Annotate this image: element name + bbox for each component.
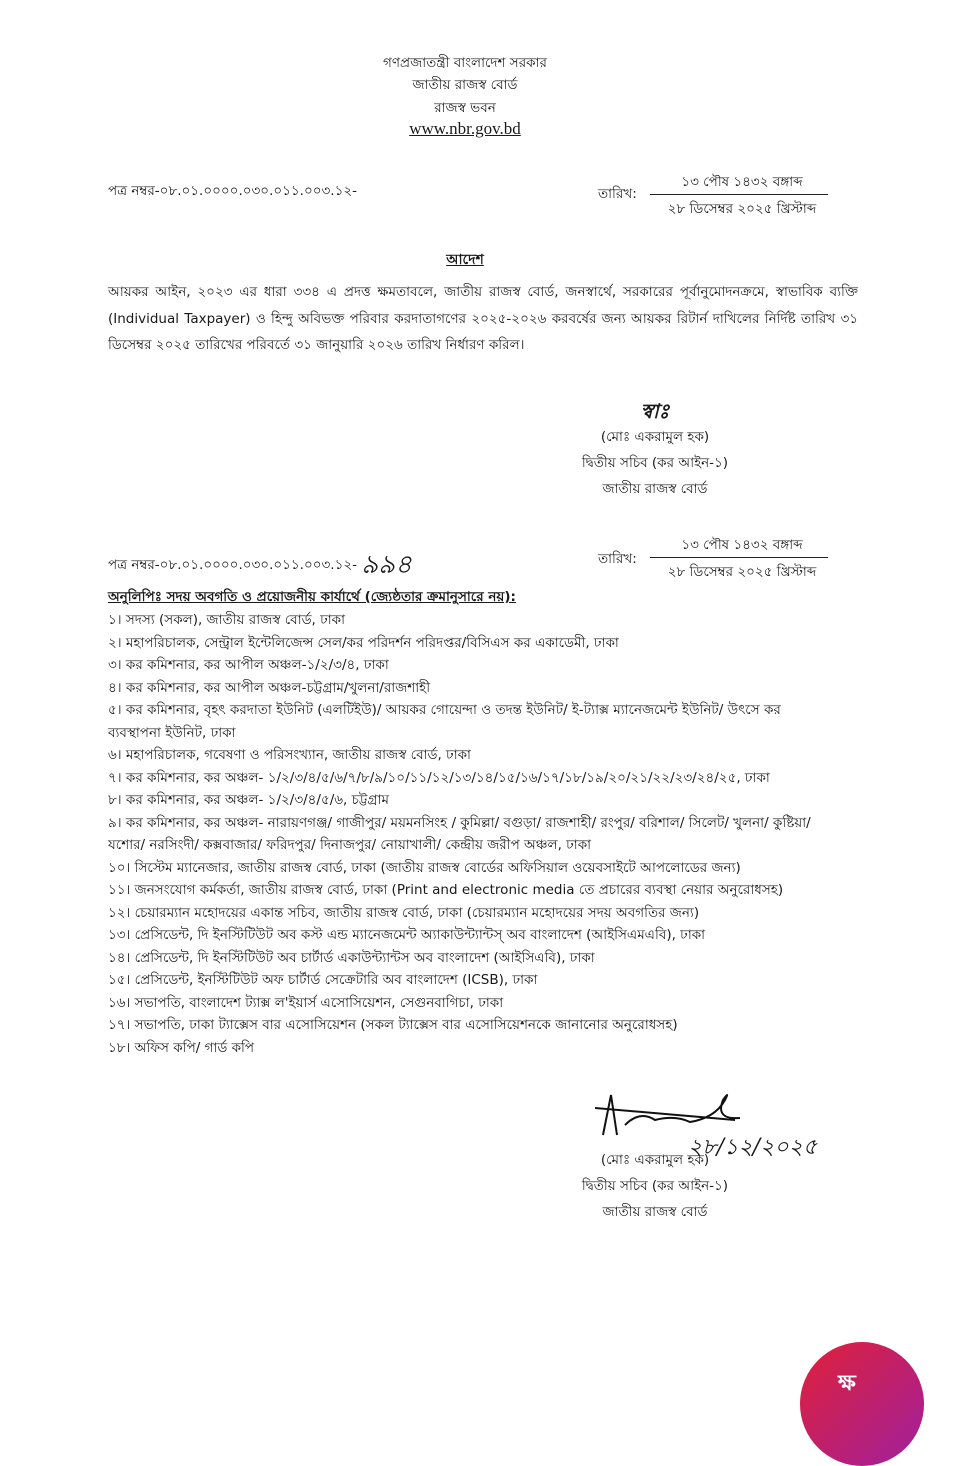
list-item: ৮। কর কমিশনার, কর অঞ্চল- ১/২/৩/৪/৫/৬, চট্টগ্রাম (108, 792, 389, 808)
memo-number: পত্র নম্বর-০৮.০১.০০০০.০৩০.০১১.০০৩.১২- (108, 183, 357, 199)
copies-heading: অনুলিপিঃ সদয় অবগতি ও প্রয়োজনীয় কার্যার্থে (জ্যেষ্ঠতার ক্রমানুসারে নয়): (108, 589, 516, 605)
board-name: জাতীয় রাজস্ব বোর্ড (412, 77, 518, 93)
date-label-2: তারিখ: (598, 551, 637, 567)
list-item: ২। মহাপরিচালক, সেন্ট্রাল ইন্টেলিজেন্স সেল/কর পরিদর্শন পরিদপ্তর/বিসিএস কর একাডেমী, ঢাকা (108, 634, 619, 651)
date-divider-2 (650, 557, 828, 558)
list-item: ৯। কর কমিশনার, কর অঞ্চল- নারায়ণগঞ্জ/ গাজীপুর/ ময়মনসিংহ / কুমিল্লা/ বগুড়া/ রাজশাহী/ রংপুর/ বরিশাল/ সিলেট/ খুলনা/ কুষ্টিয়া/ যশোর/ নরসিংদী/ কক্সবাজার/ ফরিদপুর/ দিনাজপুর/ নোয়াখালী/ কেন্দ্রীয় জরীপ অঞ্চল, ঢাকা (108, 814, 811, 853)
list-item: ১০। সিস্টেম ম্যানেজার, জাতীয় রাজস্ব বোর্ড, ঢাকা (জাতীয় রাজস্ব বোর্ডের অফিসিয়াল ওয়েবসাইটে আপলোডের জন্য) (108, 859, 741, 876)
list-item: ১৮। অফিস কপি/ গার্ড কপি (108, 1039, 255, 1056)
badge-glyph-icon: ক্ষ (838, 1371, 856, 1396)
handwritten-memo-number: ৯৯৪ (361, 550, 412, 580)
list-item: ১। সদস্য (সকল), জাতীয় রাজস্ব বোর্ড, ঢাকা (108, 612, 346, 628)
copies-list (108, 609, 830, 1059)
list-item: ১১। জনসংযোগ কর্মকর্তা, জাতীয় রাজস্ব বোর্ড, ঢাকা (Print and electronic media তে প্রচারের ব্যবস্থা নেয়ার অনুরোধসহ) (108, 882, 784, 898)
memo-number-2 (108, 544, 412, 588)
order-title: আদেশ (446, 252, 484, 268)
list-item: ১৩। প্রেসিডেন্ট, দি ইনস্টিটিউট অব কস্ট এন্ড ম্যানেজমেন্ট অ্যাকাউন্ট্যান্টস্ অব বাংলাদেশ (আইসিএমএবি), ঢাকা (108, 927, 706, 943)
signature-block-2 (525, 1147, 785, 1225)
list-item: ১২। চেয়ারম্যান মহোদয়ের একান্ত সচিব, জাতীয় রাজস্ব বোর্ড, ঢাকা (চেয়ারম্যান মহোদয়ের সদয় অবগতির জন্য) (108, 904, 700, 921)
floating-action-badge[interactable] (800, 1342, 924, 1466)
list-item: ৪। কর কমিশনার, কর আপীল অঞ্চল-চট্টগ্রাম/খুলনা/রাজশাহী (108, 679, 431, 696)
order-body: আয়কর আইন, ২০২৩ এর ধারা ৩৩৪ এ প্রদত্ত ক্ষমতাবলে, জাতীয় রাজস্ব বোর্ড, জনস্বার্থে, সরকারের পূর্বানুমোদনক্রমে, স্বাভাবিক ব্যক্তি (Individual Taxpayer) ও হিন্দু অবিভক্ত পরিবার করদাতাগণের ২০২৫-২০২৬ করবর্ষের জন্য আয়কর রিটার্ন দাখিলের নির্দিষ্ট তারিখ ৩১ ডিসেম্বর ২০২৫ তারিখের পরিবর্তে ৩১ জানুয়ারি ২০২৬ তারিখ নির্ধারণ করিল। (108, 284, 858, 353)
list-item: ১৪। প্রেসিডেন্ট, দি ইনস্টিটিউট অব চার্টার্ড একাউন্ট্যান্টস অব বাংলাদেশ (আইসিএবি), ঢাকা (108, 949, 595, 966)
date-label: তারিখ: (598, 186, 637, 202)
list-item: ১৬। সভাপতি, বাংলাদেশ ট্যাক্স ল'ইয়ার্স এসোসিয়েশন, সেগুনবাগিচা, ঢাকা (108, 994, 504, 1011)
list-item: ৭। কর কমিশনার, কর অঞ্চল- ১/২/৩/৪/৫/৬/৭/৮/৯/১০/১১/১২/১৩/১৪/১৫/১৬/১৭/১৮/১৯/২০/২১/২২/২৩/২৪/২৫, ঢাকা (108, 769, 770, 786)
list-item: ৫। কর কমিশনার, বৃহৎ করদাতা ইউনিট (এলটিইউ)/ আয়কর গোয়েন্দা ও তদন্ত ইউনিট/ ই-ট্যাক্স ম্যানেজমেন্ট ইউনিট/ উৎসে কর ব্যবস্থাপনা ইউনিট, ঢাকা (108, 702, 781, 741)
date-gregorian: ২৮ ডিসেম্বর ২০২৫ খ্রিস্টাব্দ (667, 201, 817, 217)
signature-block-1 (525, 398, 785, 502)
handwritten-date: ২৮/১২/২০২৫ (688, 1135, 818, 1160)
website-link[interactable]: www.nbr.gov.bd (409, 119, 521, 138)
list-item: ৩। কর কমিশনার, কর আপীল অঞ্চল-১/২/৩/৪, ঢাকা (108, 657, 389, 673)
signatory-office: জাতীয় রাজস্ব বোর্ড (602, 481, 708, 497)
signatory-designation: দ্বিতীয় সচিব (কর আইন-১) (581, 1178, 729, 1194)
memo-number-text: পত্র নম্বর-০৮.০১.০০০০.০৩০.০১১.০০৩.১২- (108, 557, 357, 573)
signatory-designation: দ্বিতীয় সচিব (কর আইন-১) (581, 455, 729, 471)
date-gregorian-2: ২৮ ডিসেম্বর ২০২৫ খ্রিস্টাব্দ (667, 564, 817, 580)
date-bangla: ১৩ পৌষ ১৪৩২ বঙ্গাব্দ (681, 174, 803, 190)
date-divider (650, 194, 828, 195)
signatory-office: জাতীয় রাজস্ব বোর্ড (602, 1204, 708, 1220)
list-item: ৬। মহাপরিচালক, গবেষণা ও পরিসংখ্যান, জাতীয় রাজস্ব বোর্ড, ঢাকা (108, 747, 471, 763)
date-bangla-2: ১৩ পৌষ ১৪৩২ বঙ্গাব্দ (681, 537, 803, 553)
list-item: ১৫। প্রেসিডেন্ট, ইনস্টিটিউট অফ চার্টার্ড সেক্রেটারি অব বাংলাদেশ (ICSB), ঢাকা (108, 972, 538, 988)
signatory-name: (মোঃ একরামুল হক) (600, 1152, 710, 1168)
signatory-name: (মোঃ একরামুল হক) (600, 429, 710, 445)
building-name: রাজস্ব ভবন (434, 100, 496, 116)
signature-mark: স্বাঃ (640, 399, 670, 423)
govt-name: গণপ্রজাতন্ত্রী বাংলাদেশ সরকার (383, 55, 547, 71)
list-item: ১৭। সভাপতি, ঢাকা ট্যাক্সেস বার এসোসিয়েশন (সকল ট্যাক্সেস বার এসোসিয়েশনকে জানানোর অনুরোধসহ) (108, 1017, 678, 1033)
